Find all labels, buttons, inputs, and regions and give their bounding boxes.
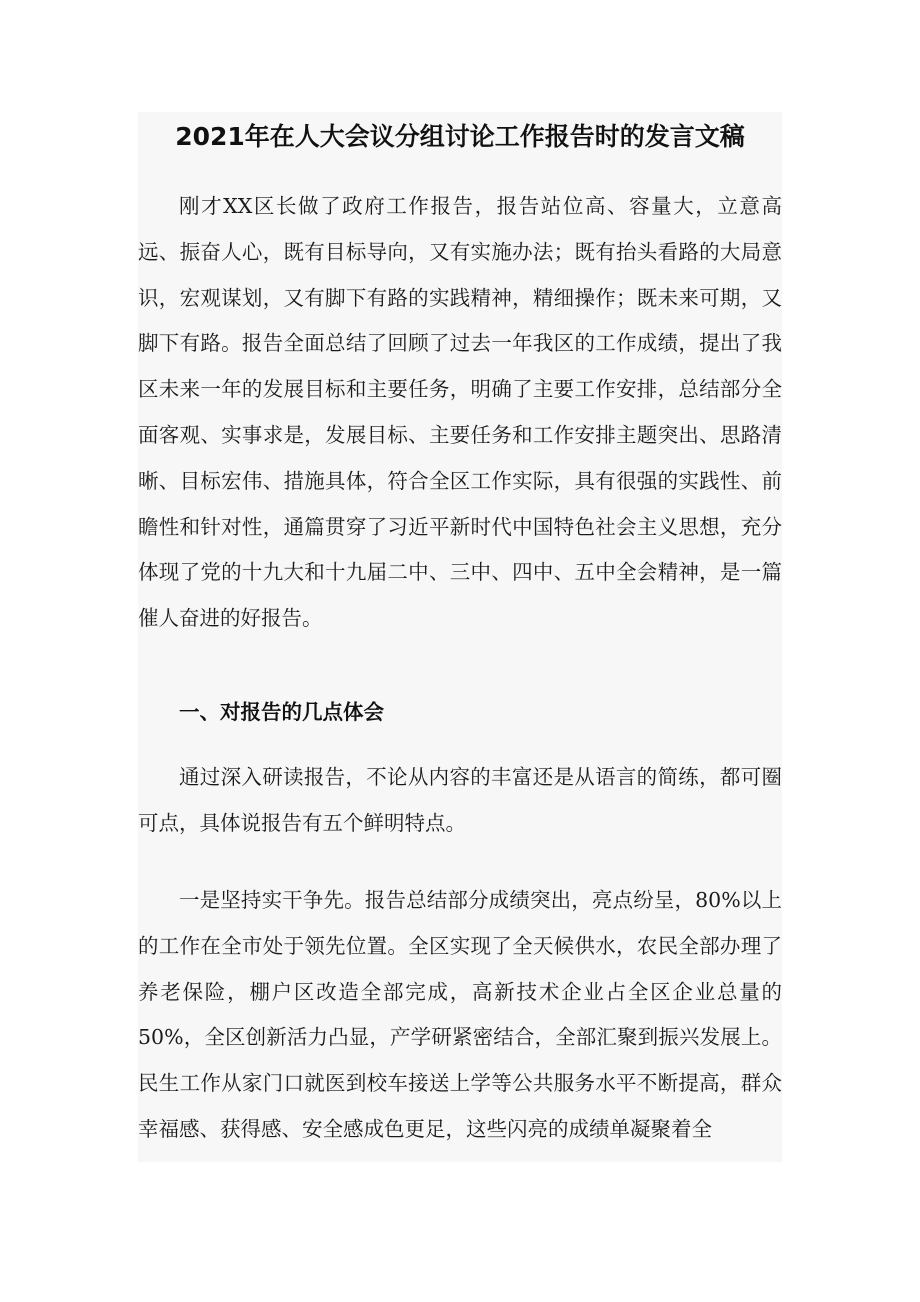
paragraph-intro: 刚才XX区长做了政府工作报告，报告站位高、容量大，立意高远、振奋人心，既有目标导向，又有实施办法；既有抬头看路的大局意识，宏观谋划，又有脚下有路的实践精神，精细操作；既未来可期，又脚下有路。报告全面总结了回顾了过去一年我区的工作成绩，提出了我区未来一年的发展目标和主要任务，明确了主要工作安排，总结部分全面客观、实事求是，发展目标、主要任务和工作安排主题突出、思路清晰、目标宏伟、措施具体，符合全区工作实际，具有很强的实践性、前瞻性和针对性，通篇贯穿了习近平新时代中国特色社会主义思想，充分体现了党的十九大和十九届二中、三中、四中、五中全会精神，是一篇催人奋进的好报告。 xyxy=(138,194,782,631)
document-page xyxy=(138,112,782,1162)
paragraph-overview: 通过深入研读报告，不论从内容的丰富还是从语言的简练，都可圈可点，具体说报告有五个鲜明特点。 xyxy=(138,765,782,835)
document-title: 2021年在人大会议分组讨论工作报告时的发言文稿 xyxy=(175,122,745,151)
paragraph-point-one: 一是坚持实干争先。报告总结部分成绩突出，亮点纷呈，80%以上的工作在全市处于领先位置。全区实现了全天候供水，农民全部办理了养老保险，棚户区改造全部完成，高新技术企业占全区企业总量的50%，全区创新活力凸显，产学研紧密结合，全部汇聚到振兴发展上。民生工作从家门口就医到校车接送上学等公共服务水平不断提高，群众幸福感、获得感、安全感成色更足，这些闪亮的成绩单凝聚着全 xyxy=(138,888,782,1141)
section-heading: 一、对报告的几点体会 xyxy=(179,700,384,724)
